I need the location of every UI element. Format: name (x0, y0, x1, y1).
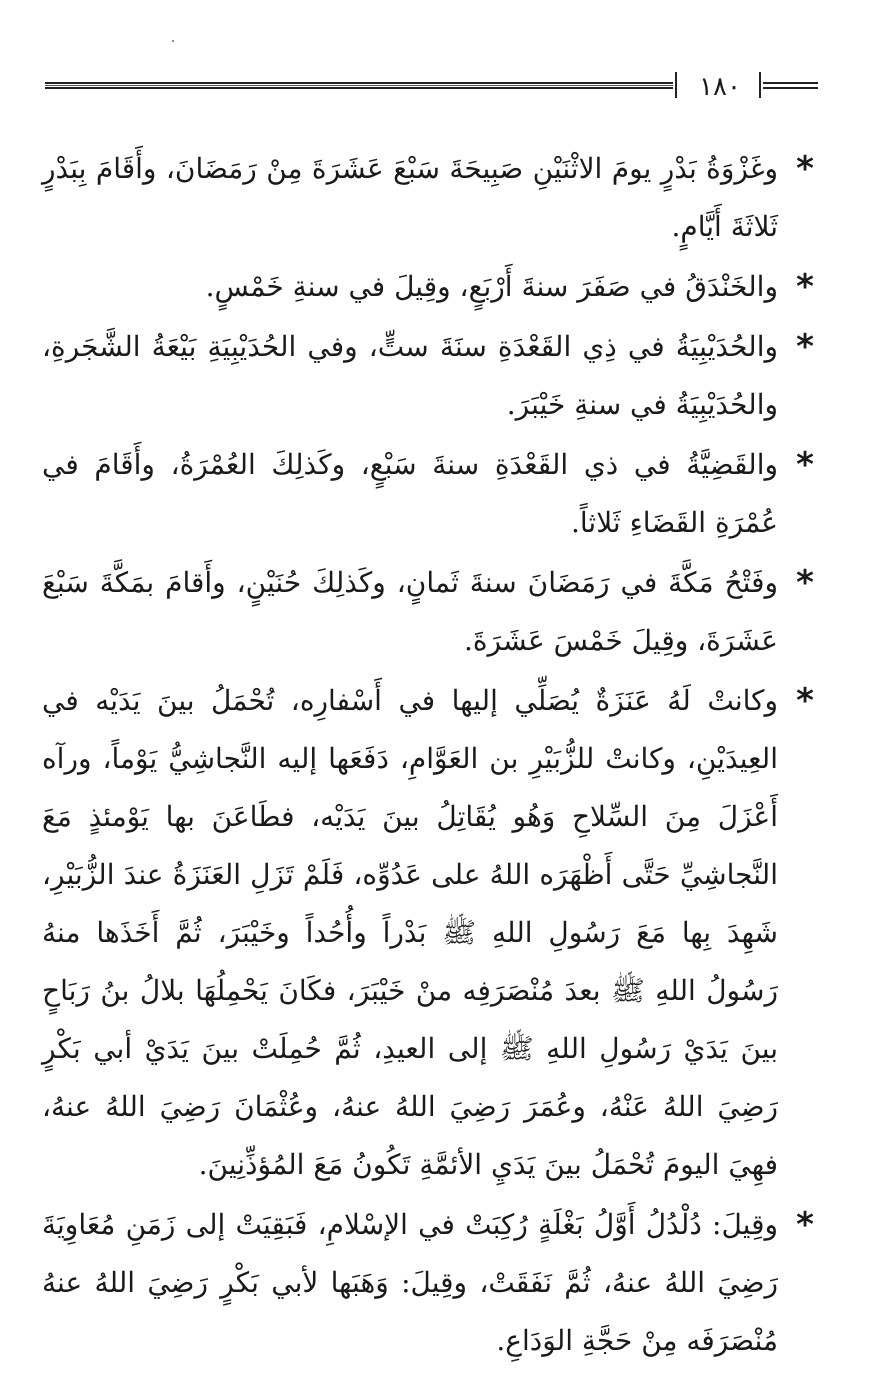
entry-text: وقِيلَ: دُلْدُلُ أَوَّلُ بَغْلَةٍ رُكِبَتْ في الإسْلامِ، فَبَقِيَتْ إلى زَمَنِ مُعَاوِيَةَ رَضِيَ اللهُ عنهُ، ثُمَّ نَفَقَتْ، وقِيلَ: وَهَبَها لأبي بَكْرٍ رَضِيَ اللهُ عنهُ مُنْصَرَفَه مِنْ حَجَّةِ الوَدَاعِ. (42, 1208, 778, 1357)
page-header (45, 70, 818, 110)
header-rule-divider (675, 72, 677, 98)
list-item (42, 672, 822, 1194)
header-rule-divider (759, 72, 761, 98)
list-item (42, 554, 822, 670)
list-item (42, 436, 822, 552)
asterisk-bullet: * (796, 681, 814, 721)
asterisk-bullet: * (796, 149, 814, 189)
entry-text: والقَضِيَّةُ في ذي القَعْدَةِ سنةَ سَبْعٍ، وكَذلِكَ العُمْرَةُ، وأَقَامَ في عُمْرَةِ القَضَاءِ ثَلاثاً. (42, 448, 778, 539)
entry-text: وغَزْوَةُ بَدْرٍ يومَ الاثْنَيْنِ صَبِيحَةَ سَبْعَ عَشَرَةَ مِنْ رَمَضَانَ، وأَقَامَ بِبَدْرٍ ثَلاثَةَ أَيَّامٍ. (42, 152, 778, 243)
asterisk-bullet: * (796, 267, 814, 307)
entry-text: وفَتْحُ مَكَّةَ في رَمَضَانَ سنةَ ثَمانٍ، وكَذلِكَ حُنَيْنٍ، وأَقامَ بمَكَّةَ سَبْعَ عَشَرَةَ، وقِيلَ خَمْسَ عَشَرَةَ. (42, 566, 778, 657)
list-item (42, 140, 822, 256)
asterisk-bullet: * (796, 445, 814, 485)
list-item (42, 318, 822, 434)
list-item (42, 258, 822, 316)
list-item (42, 1196, 822, 1370)
header-rule-right (763, 82, 818, 89)
asterisk-bullet: * (796, 563, 814, 603)
entry-text: وكانتْ لَهُ عَنَزَةٌ يُصَلِّي إليها في أَسْفارِه، تُحْمَلُ بينَ يَدَيْه في العِيدَيْنِ، وكانتْ للزُّبَيْرِ بن العَوَّامِ، دَفَعَها إليه النَّجاشِيُّ يَوْماً، ورآه أَعْزَلَ مِنَ السِّلاحِ وَهُو يُقَاتِلُ بينَ يَدَيْه، فطَاعَنَ بها يَوْمئذٍ مَعَ النَّجاشِيِّ حَتَّى أَظْهَرَه اللهُ على عَدُوِّه، فَلَمْ تَزَلِ العَنَزَةُ عندَ الزُّبَيْرِ، شَهِدَ بِها مَعَ رَسُولِ اللهِ ﷺ بَدْراً وأُحُداً وخَيْبَرَ، ثُمَّ أَخَذَها منهُ رَسُولُ اللهِ ﷺ بعدَ مُنْصَرَفِه منْ خَيْبَرَ، فكَانَ يَحْمِلُهَا بلالُ بنُ رَبَاحٍ بينَ يَدَيْ رَسُولِ اللهِ ﷺ إلى العيدِ، ثُمَّ حُمِلَتْ بينَ يَدَيْ أبي بَكْرٍ رَضِيَ اللهُ عَنْهُ، وعُمَرَ رَضِيَ اللهُ عنهُ، وعُثْمَانَ رَضِيَ اللهُ عنهُ، فهِيَ اليومَ تُحْمَلُ بينَ يَدَيِ الأئمَّةِ تَكُونُ مَعَ المُؤذِّنِينَ. (42, 684, 778, 1181)
header-rule-left (45, 82, 673, 89)
page-number: ١٨٠ (699, 72, 741, 102)
stray-ink-dot (172, 40, 174, 42)
asterisk-bullet: * (796, 327, 814, 367)
entry-text: والخَنْدَقُ في صَفَرَ سنةَ أَرْبَعٍ، وقِيلَ في سنةِ خَمْسٍ. (205, 270, 778, 303)
asterisk-bullet: * (796, 1205, 814, 1245)
page-body (42, 140, 822, 1372)
entry-text: والحُدَيْبِيَةُ في ذِي القَعْدَةِ سنَةَ ستٍّ، وفي الحُدَيْبِيَةِ بَيْعَةُ الشَّجَرةِ، والحُدَيْبِيَةُ في سنةِ خَيْبَرَ. (42, 330, 778, 421)
